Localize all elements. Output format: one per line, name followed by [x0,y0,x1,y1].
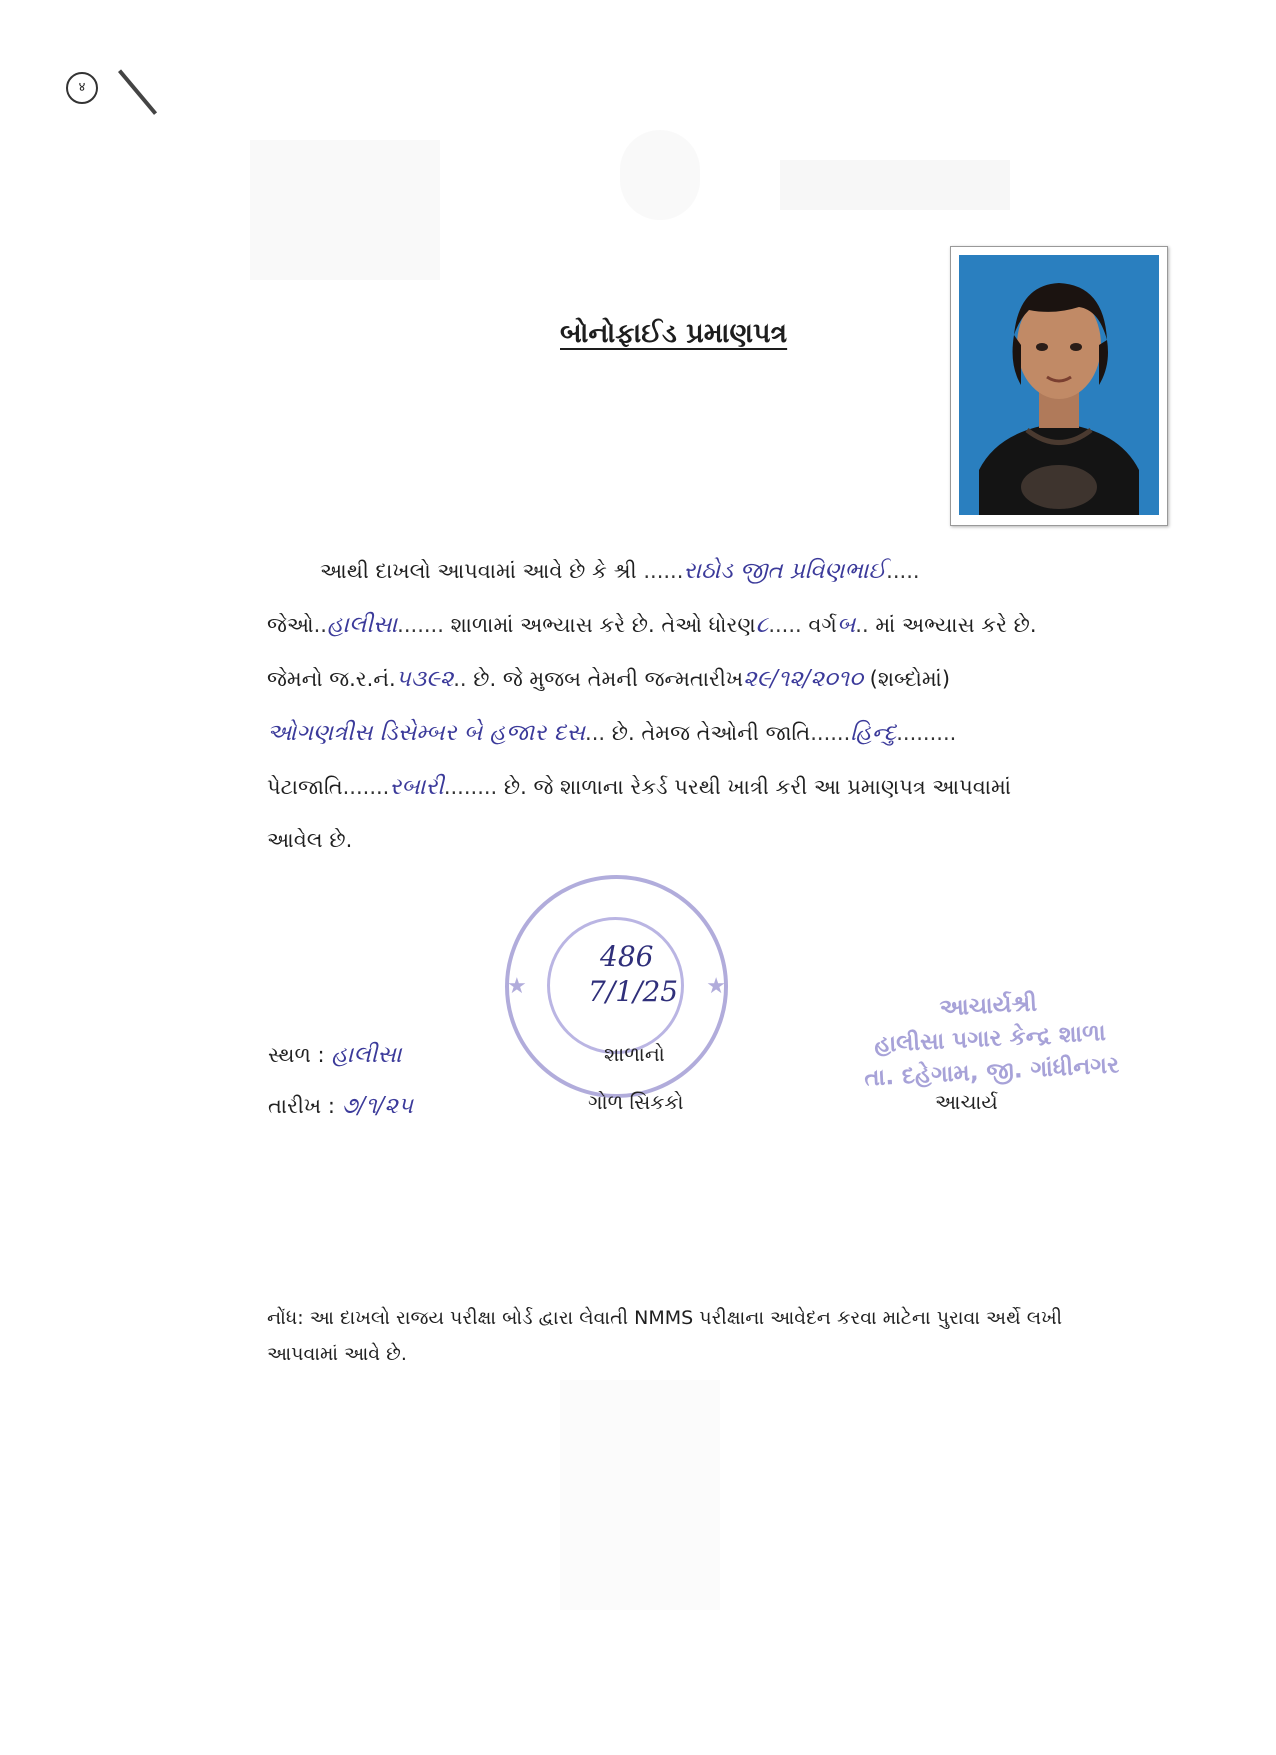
student-photo-frame [950,246,1168,526]
showthrough-mark [620,130,700,220]
stamp-date: 7/1/25 [588,975,679,1008]
round-seal-label: ગોળ સિકકો [588,1090,684,1114]
place-label: સ્થળ : [268,1043,325,1067]
school-name: હાલીસા [326,612,398,638]
principal-stamp [848,983,1133,1097]
line3-prefix: જેમનો જ.ર.નં. [267,667,396,691]
stamp-star-icon: ★ [507,974,527,999]
caste: હિન્દુ [850,720,897,746]
standard: ૮ [755,612,769,638]
line2-class-label: વર્ગ [808,613,837,637]
line2-mid: શાળામાં અભ્યાસ કરે છે. તેઓ ધોરણ [450,613,756,637]
certificate-line-1: આથી દાખલો આપવામાં આવે છે કે શ્રી ......રાઠોડ જીત પ્રવિણભાઈ..... [320,558,920,584]
certificate-line-4: ઓગણત્રીસ ડિસેમ્બર બે હજાર દસ... છે. તેમજ તેઓની જાતિ......હિન્દુ......... [267,720,957,746]
line1-prefix: આથી દાખલો આપવામાં આવે છે કે શ્રી [320,559,637,583]
corner-stroke [118,69,157,114]
division: બ [836,612,856,638]
line4-mid: છે. તેમજ તેઓની જાતિ [611,721,811,745]
principal-label: આચાર્ય [935,1090,998,1114]
certificate-line-3: જેમનો જ.ર.નં.૫૩૯૨.. છે. જે મુજબ તેમની જન્મતારીખ૨૯/૧૨/૨૦૧૦ (શબ્દોમાં) [267,666,951,692]
birth-date: ૨૯/૧૨/૨૦૧૦ [743,666,863,692]
date-label: તારીખ : [268,1094,335,1118]
place-field [268,1042,402,1068]
student-name: રાઠોડ જીત પ્રવિણભાઈ [683,558,887,584]
line2-prefix: જેઓ [267,613,314,637]
certificate-line-5: પેટાજાતિ.......રબારી........ છે. જે શાળાના રેકર્ડ પરથી ખાત્રી કરી આ પ્રમાણપત્ર આપવામાં [267,774,1011,800]
line3-suffix: (શબ્દોમાં) [869,667,951,691]
showthrough-mark [560,1380,720,1610]
footnote: નોંધ: આ દાખલો રાજય પરીક્ષા બોર્ડ દ્વારા લેવાતી NMMS પરીક્ષાના આવેદન કરવા માટેના પુરાવા અર્થે લખી આપવામાં આવે છે. [267,1307,1063,1365]
certificate-line-2: જેઓ..હાલીસા....... શાળામાં અભ્યાસ કરે છે. તેઓ ધોરણ૮..... વર્ગબ.. માં અભ્યાસ કરે છે. [267,612,1037,638]
date-field [268,1093,413,1119]
place-value: હાલીસા [331,1042,402,1068]
stamp-star-icon: ★ [706,974,726,999]
showthrough-mark [780,160,1010,210]
certificate-title: બોનોફાઈડ પ્રમાણપત્ર [560,318,788,349]
showthrough-mark [250,140,440,280]
line3-mid: છે. જે મુજબ તેમની જન્મતારીખ [473,667,744,691]
line5-suffix: છે. જે શાળાના રેકર્ડ પરથી ખાત્રી કરી આ પ્રમાણપત્ર આપવામાં [503,775,1011,799]
certificate-line-6: આવેલ છે. [267,828,353,852]
sub-caste: રબારી [389,774,444,800]
principal-stamp-line-3: તા. દહેગામ, જી. ગાંધીનગર [863,1052,1120,1092]
principal-stamp-line-1: આચાર્યશ્રી [938,990,1038,1022]
stamp-outward-number: 486 [600,940,654,973]
line2-suffix: માં અભ્યાસ કરે છે. [875,613,1037,637]
school-label: શાળાનો [604,1042,665,1066]
student-photo [959,255,1159,515]
register-number: ૫૩૯૨ [395,666,454,692]
page-number-mark: ४ [66,72,98,104]
line5-prefix: પેટાજાતિ [267,775,343,799]
date-value: ૭/૧/૨૫ [341,1093,414,1119]
principal-stamp-line-2: હાલીસા પગાર કેન્દ્ર શાળા [873,1019,1107,1059]
birth-date-words: ઓગણત્રીસ ડિસેમ્બર બે હજાર દસ [267,720,586,746]
